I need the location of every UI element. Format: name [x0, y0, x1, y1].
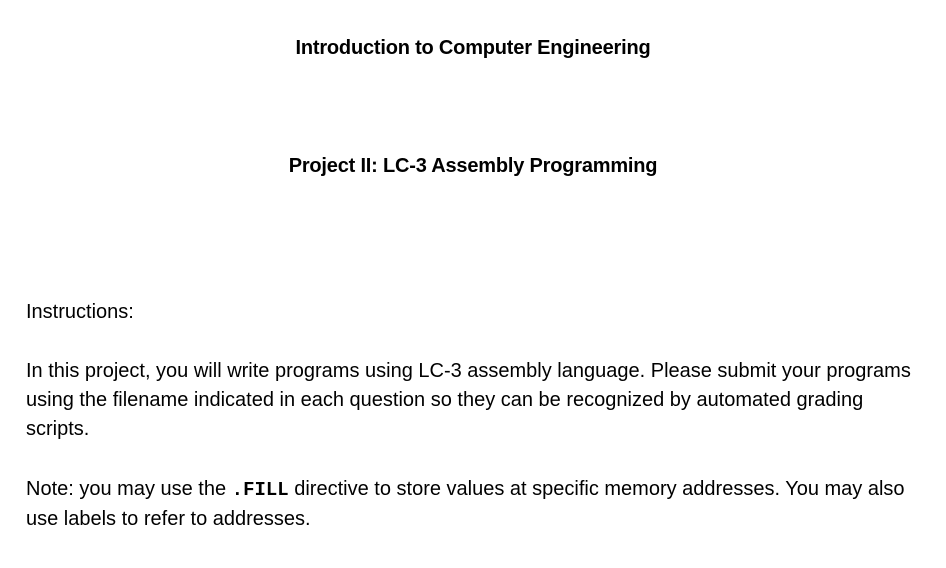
note-paragraph — [26, 475, 916, 534]
fill-directive-code: .FILL — [231, 479, 289, 501]
project-title: Project II: LC-3 Assembly Programming — [288, 155, 658, 177]
course-title: Introduction to Computer Engineering — [295, 37, 651, 59]
note-text-before: Note: you may use the — [26, 478, 232, 500]
intro-paragraph: In this project, you will write programs using LC-3 assembly language. Please submit your programs using the filename indicated in each question so they can be recognized by automated grading scripts. — [26, 360, 911, 440]
instructions-heading: Instructions: — [26, 301, 134, 323]
note-text-after: directive to store values at specific memory addresses. You may also use labels to refer to addresses. — [26, 478, 905, 530]
